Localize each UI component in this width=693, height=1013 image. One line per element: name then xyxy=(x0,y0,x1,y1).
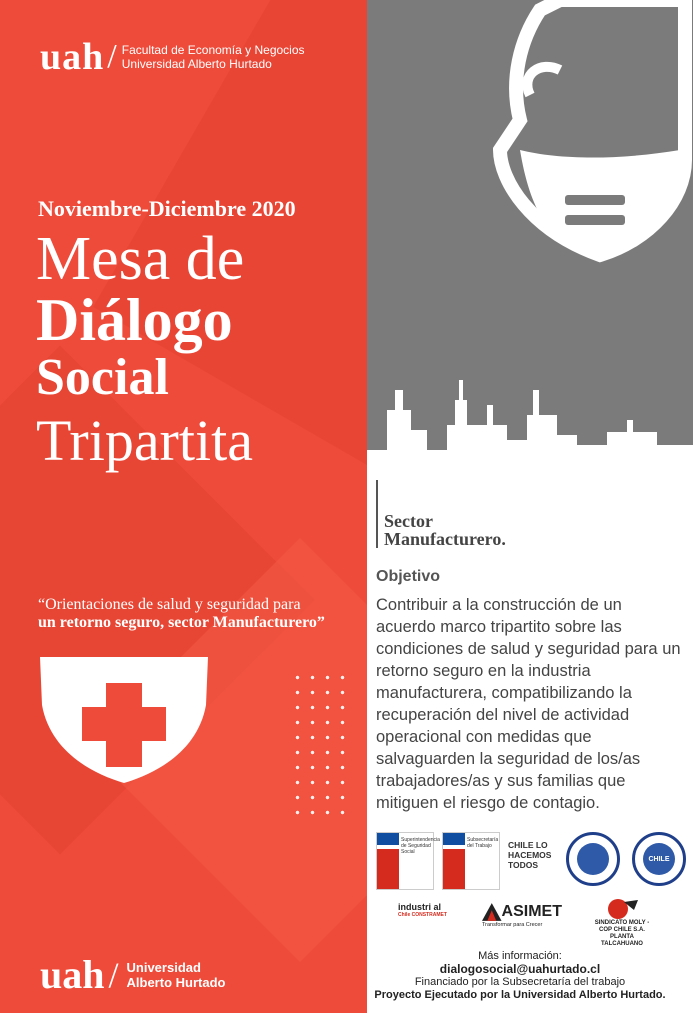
title-line-1: Mesa de xyxy=(36,225,245,293)
more-info-label: Más información: xyxy=(478,950,562,962)
objective-text: Contribuir a la construcción de un acuerdo marco tripartito sobre las condiciones de salud y seguridad para un retorno seguro en la industria manufacturera, compatibilizando la recuperación del nivel de actividad operacional con medidas que salvaguarden la seguridad de los/as trabajadores/as y sus familias que mitiguen el riesgo de contagio. xyxy=(376,596,681,812)
sector-line-1: Sector xyxy=(384,511,433,531)
footer-logo-slash-icon: / xyxy=(108,955,119,995)
chile-flag-icon xyxy=(443,833,465,889)
sponsor-logos xyxy=(376,832,688,947)
asimet-triangle-icon xyxy=(482,902,502,922)
title-line-4: Tripartita xyxy=(36,408,253,473)
subsecretaria-logo xyxy=(442,832,500,890)
quote xyxy=(38,596,358,632)
footer-university-line-1: Universidad xyxy=(126,960,201,975)
superintendencia-logo xyxy=(376,832,440,890)
logo-wordmark: uah xyxy=(40,36,105,78)
superintendencia-text: Superintendencia de Seguridad Social xyxy=(401,837,440,855)
funding-text: Financiado por la Subsecretaría del trabajo xyxy=(414,976,626,988)
sindicato-logo xyxy=(594,898,650,948)
industrial-subtext: Chile CONSTRAMET xyxy=(398,912,447,918)
sector-line-2: Manufacturero. xyxy=(384,529,506,549)
project-text: Proyecto Ejecutado por la Universidad Alberto Hurtado. xyxy=(374,989,666,1001)
circle-seal-logo xyxy=(566,832,620,886)
conse-chile-logo xyxy=(632,832,686,886)
faculty-name: Facultad de Economía y Negocios xyxy=(121,43,305,57)
asimet-text: ASIMET xyxy=(501,903,562,920)
industrial-text: industri al xyxy=(398,902,442,912)
logo-slash-icon: / xyxy=(107,38,117,75)
asimet-logo xyxy=(482,902,562,928)
sector-label xyxy=(376,480,506,548)
shield-cross-icon xyxy=(38,655,210,785)
chile-flag-icon xyxy=(377,833,399,889)
seal-emblem-icon xyxy=(577,843,609,875)
objective-title: Objetivo xyxy=(376,568,441,585)
decorative-dots xyxy=(290,670,350,820)
industrial-logo xyxy=(398,902,448,918)
footer-logo-subtitle xyxy=(127,960,226,990)
footer-logo-wordmark: uah xyxy=(40,952,105,997)
chile-lo-hacemos-todos-logo: CHILE LO HACEMOS TODOS xyxy=(508,840,552,870)
title-line-2: Diálogo xyxy=(36,287,233,353)
contact-info xyxy=(355,950,685,1002)
sindicato-emblem-icon xyxy=(604,898,640,920)
sindicato-text: SINDICATO MOLY - COP CHILE S.A. PLANTA TALCAHUANO xyxy=(594,920,650,947)
quote-line-1: “Orientaciones de salud y seguridad para xyxy=(38,596,301,613)
logo-subtitle xyxy=(122,43,305,71)
footer-university-line-2: Alberto Hurtado xyxy=(126,975,226,990)
subsecretaria-text: Subsecretaría del Trabajo xyxy=(467,837,499,849)
university-name: Universidad Alberto Hurtado xyxy=(121,57,272,71)
face-mask-illustration xyxy=(480,0,693,300)
quote-line-2: un retorno seguro, sector Manufacturero” xyxy=(38,614,325,631)
title-line-3: Social xyxy=(36,349,169,406)
event-date: Noviembre-Diciembre 2020 xyxy=(38,196,296,221)
uah-footer-logo xyxy=(40,952,226,997)
uah-header-logo xyxy=(40,38,305,76)
asimet-subtext: Transformar para Crecer xyxy=(482,922,543,928)
conse-chile-label: CHILE xyxy=(643,843,675,875)
contact-email[interactable]: dialogosocial@uahurtado.cl xyxy=(439,962,601,976)
